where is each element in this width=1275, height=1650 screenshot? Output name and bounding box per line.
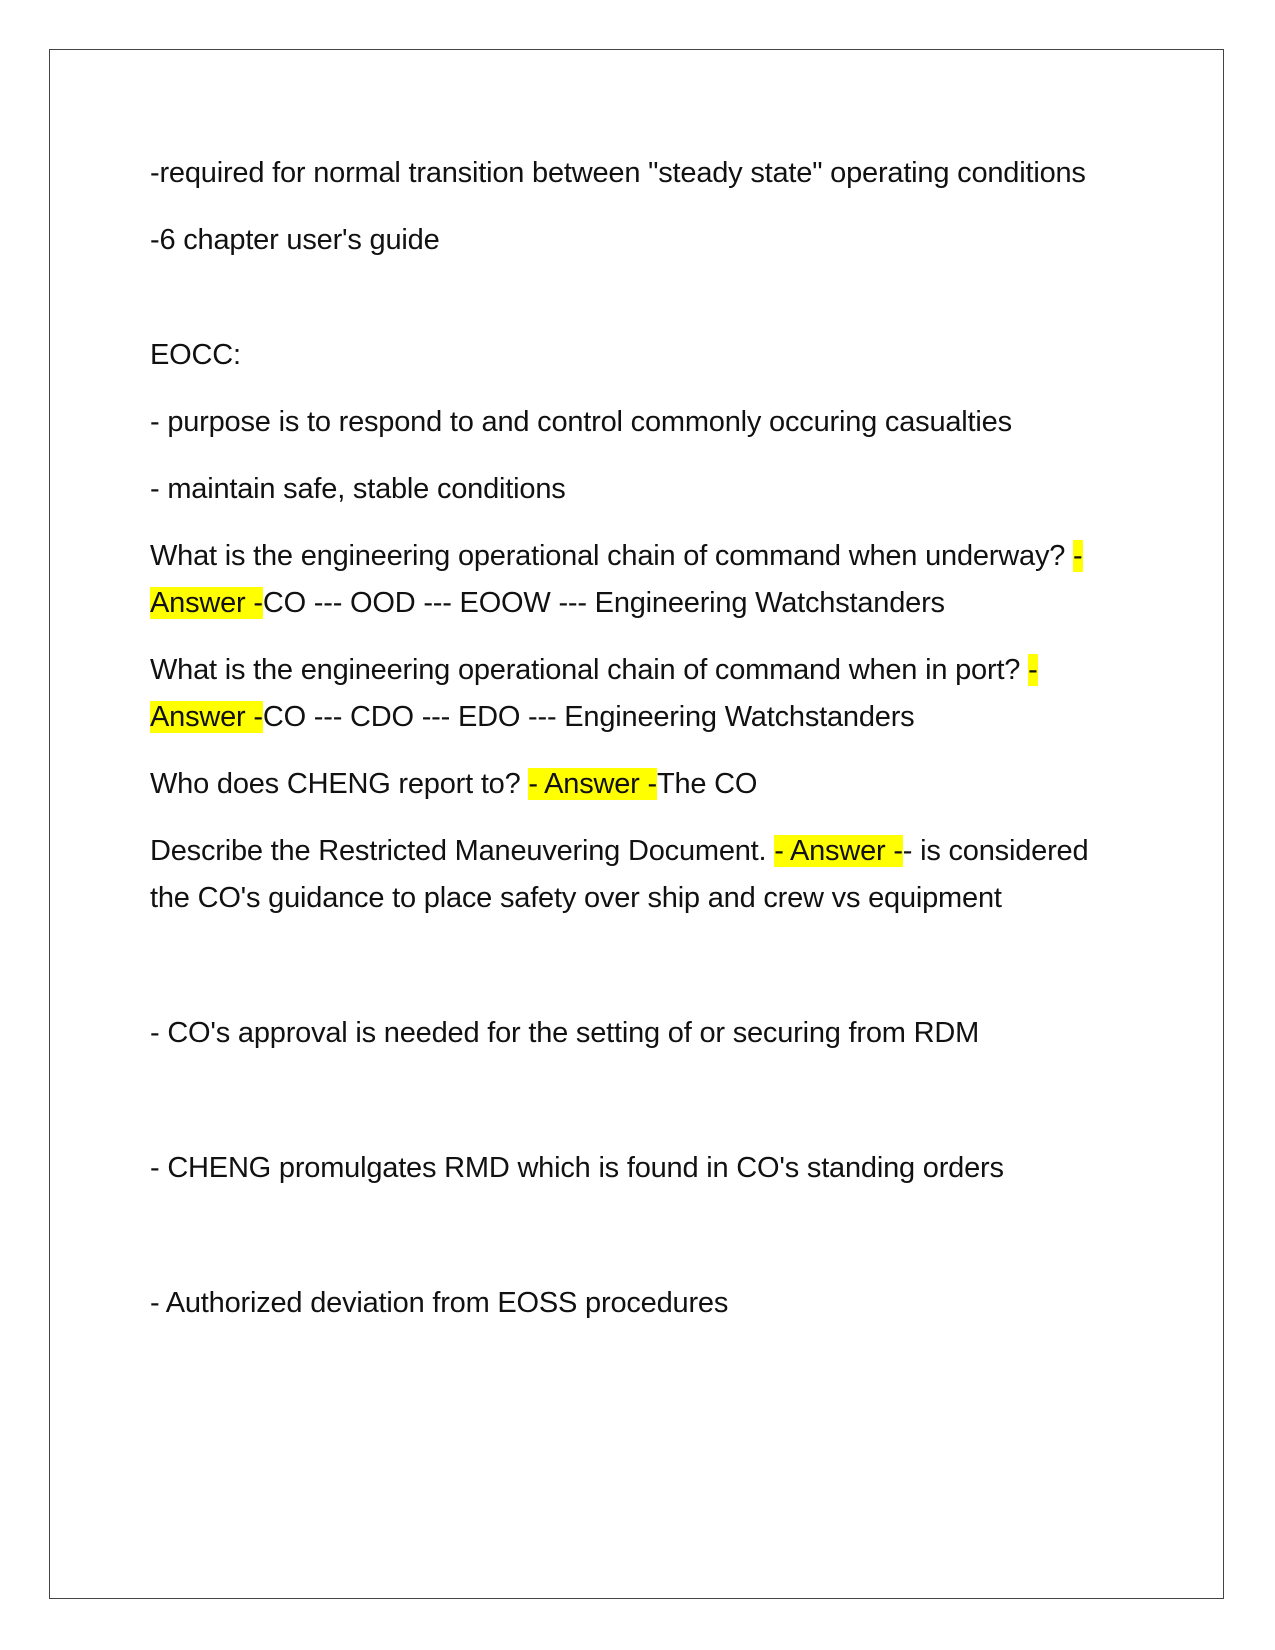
eocc-heading: EOCC: (150, 339, 241, 371)
answer-text: CO --- CDO --- EDO --- Engineering Watchstanders (262, 701, 915, 733)
blank-line (150, 942, 1110, 1010)
rmd-note-deviation: - Authorized deviation from EOSS procedures (150, 1287, 729, 1319)
qa-rmd (150, 828, 1110, 922)
line-users-guide: -6 chapter user's guide (150, 224, 440, 256)
line-transition: -required for normal transition between "steady state" operating conditions (150, 157, 1086, 189)
rmd-note-promulgate: - CHENG promulgates RMD which is found in CO's standing orders (150, 1152, 1004, 1184)
blank-line (150, 1212, 1110, 1280)
qa-underway (150, 533, 1110, 627)
document-body (150, 150, 1110, 1347)
blank-line (150, 1077, 1110, 1145)
answer-marker: - Answer - (150, 654, 1038, 733)
eocc-maintain: - maintain safe, stable conditions (150, 473, 566, 505)
question-text: What is the engineering operational chain of command when in port? (150, 654, 1029, 686)
answer-marker: - Answer - (774, 835, 903, 867)
answer-text: The CO (656, 768, 758, 800)
answer-text: - is considered the CO's guidance to place safety over ship and crew vs equipment (150, 835, 1089, 914)
answer-marker: - Answer - (150, 540, 1083, 619)
question-text: What is the engineering operational chain of command when underway? (150, 540, 1074, 572)
eocc-purpose: - purpose is to respond to and control commonly occuring casualties (150, 406, 1012, 438)
qa-cheng-report (150, 761, 1110, 808)
answer-text: CO --- OOD --- EOOW --- Engineering Watchstanders (262, 587, 945, 619)
question-text: Describe the Restricted Maneuvering Document. (150, 835, 775, 867)
rmd-note-approval: - CO's approval is needed for the setting of or securing from RDM (150, 1017, 980, 1049)
question-text: Who does CHENG report to? (150, 768, 529, 800)
qa-in-port (150, 647, 1110, 741)
blank-line (150, 284, 1110, 332)
answer-marker: - Answer - (528, 768, 657, 800)
